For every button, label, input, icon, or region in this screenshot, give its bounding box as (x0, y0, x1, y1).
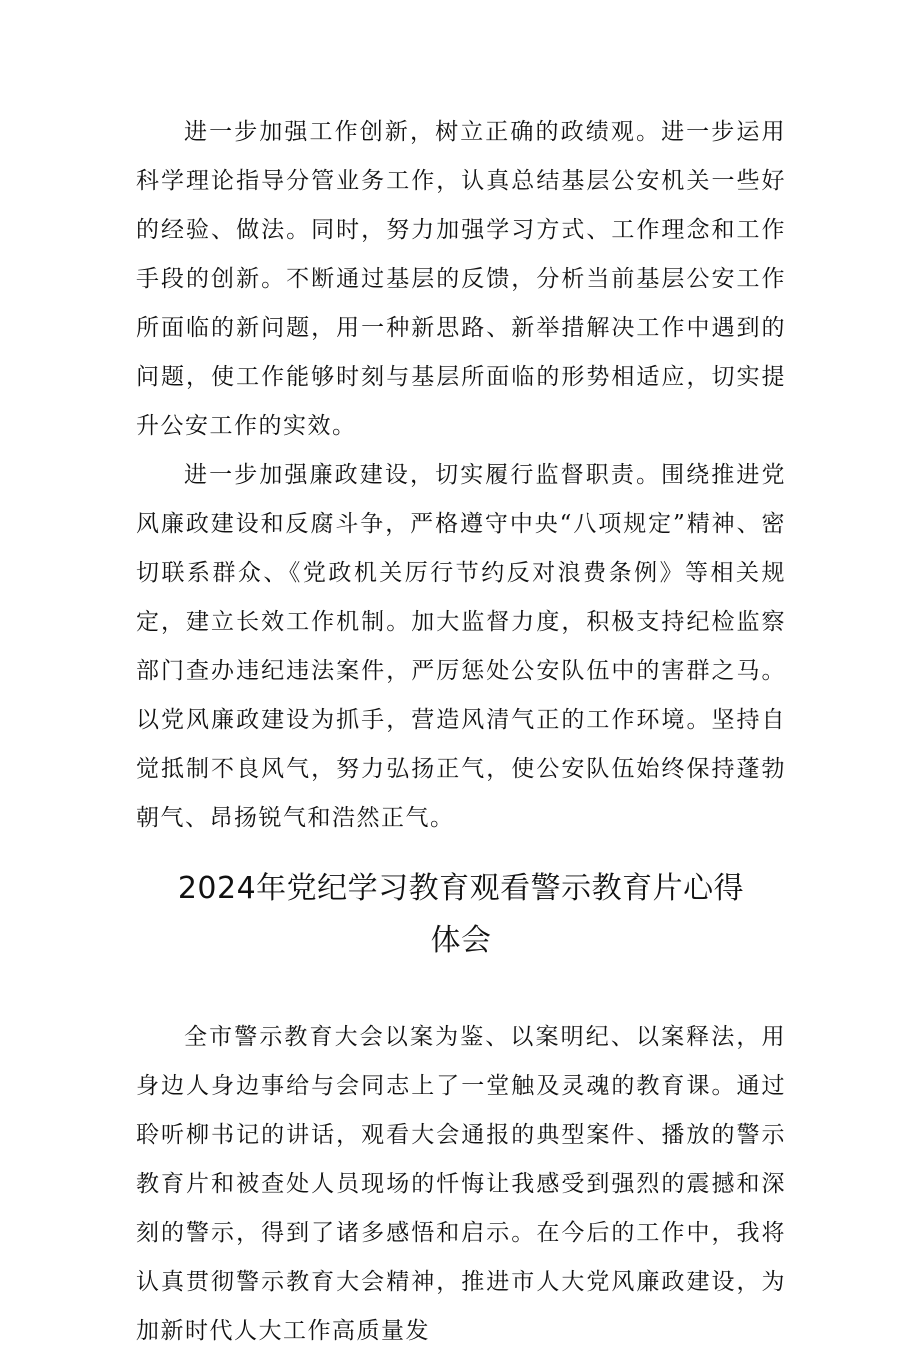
document-title-line1: 2024年党纪学习教育观看警示教育片心得 (177, 871, 745, 906)
paragraph-integrity-building: 进一步加强廉政建设，切实履行监督职责。围绕推进党风廉政建设和反腐斗争，严格遵守中央“八项规定”精神、密切联系群众、《党政机关厉行节约反对浪费条例》等相关规定，建立长效工作机制。加大监督力度，积极支持纪检监察部门查办违纪违法案件，严厉惩处公安队伍中的害群之马。以党风廉政建设为抓手，营造风清气正的工作环境。坚持自觉抵制不良风气，努力弘扬正气，使公安队伍始终保持蓬勃朝气、昂扬锐气和浩然正气。 (136, 462, 786, 831)
document-body (136, 108, 786, 1356)
paragraph-warning-education: 全市警示教育大会以案为鉴、以案明纪、以案释法，用身边人身边事给与会同志上了一堂触及灵魂的教育课。通过聆听柳书记的讲话，观看大会通报的典型案件、播放的警示教育片和被查处人员现场的忏悔让我感受到强烈的震撼和深刻的警示，得到了诸多感悟和启示。在今后的工作中，我将认真贯彻警示教育大会精神，推进市人大党风廉政建设，为加新时代人大工作高质量发 (136, 1024, 786, 1344)
paragraph-work-innovation: 进一步加强工作创新，树立正确的政绩观。进一步运用科学理论指导分管业务工作，认真总结基层公安机关一些好的经验、做法。同时，努力加强学习方式、工作理念和工作手段的创新。不断通过基层的反馈，分析当前基层公安工作所面临的新问题，用一种新思路、新举措解决工作中遇到的问题，使工作能够时刻与基层所面临的形势相适应，切实提升公安工作的实效。 (136, 119, 786, 439)
document-title (116, 863, 806, 967)
document-title-line2: 体会 (430, 923, 492, 958)
